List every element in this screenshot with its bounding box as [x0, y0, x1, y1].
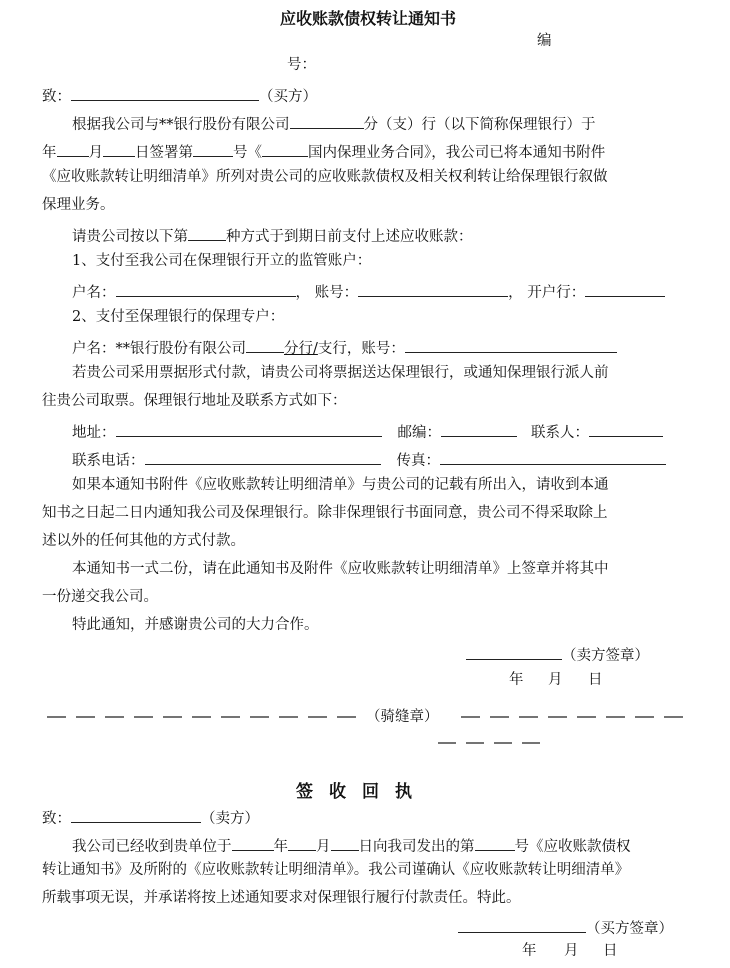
receipt-title: 签收回执	[296, 782, 428, 802]
para1-line3: 《应收账款转让明细清单》所列对贵公司的应收账款债权及相关权利转让给保理银行叙做	[42, 169, 608, 185]
para2-line: 请贵公司按以下第 种方式于到期日前支付上述应收账款：	[72, 226, 473, 245]
address-line: 地址： 邮编： 联系人：	[72, 422, 663, 441]
perforation-dashes	[0, 705, 730, 755]
contract-prefix-blank	[262, 142, 308, 157]
seller-signature-line: （卖方签章）	[466, 645, 649, 664]
to-label: 致：	[42, 89, 71, 105]
para1-line2: 年 月 日签署第 号《 国内保理业务合同》，我公司已将本通知书附件	[42, 142, 605, 161]
receipt-date-month: 月	[564, 943, 579, 959]
buyer-name-blank	[71, 86, 259, 101]
buyer-signature-blank	[458, 918, 586, 933]
seller-name-blank	[71, 808, 201, 823]
notice-to-line	[42, 86, 317, 105]
para4-line1: 如果本通知书附件《应收账款转让明细清单》与贵公司的记载有所出入，请收到本通	[72, 477, 609, 493]
para4-line3: 述以外的任何其他的方式付款。	[42, 533, 245, 549]
para5-line1: 本通知书一式二份，请在此通知书及附件《应收账款转让明细清单》上签章并将其中	[72, 561, 609, 577]
receipt-day-blank	[331, 836, 359, 851]
para4-line2: 知书之日起二日内通知我公司及保理银行。除非保理银行书面同意，贵公司不得采取除上	[42, 505, 608, 521]
para6: 特此通知，并感谢贵公司的大力合作。	[72, 617, 319, 633]
year-blank	[57, 142, 89, 157]
receipt-line1: 我公司已经收到贵单位于 年 月 日向我司发出的第 号《应收账款债权	[72, 836, 631, 855]
receipt-month-blank	[288, 836, 316, 851]
seal-label: （骑缝章）	[366, 709, 439, 725]
fax-blank	[440, 450, 666, 465]
receipt-date-day: 日	[603, 943, 618, 959]
buyer-signature-line: （买方签章）	[458, 918, 673, 937]
seller-signature-blank	[466, 645, 562, 660]
receipt-line3: 所载事项无误，并承诺将按上述通知要求对保理银行履行付款责任。特此。	[42, 890, 521, 906]
receipt-to-line: 致： （卖方）	[42, 808, 259, 827]
para1-line4: 保理业务。	[42, 197, 115, 213]
account-name-blank	[116, 282, 296, 297]
para5-line2: 一份递交我公司。	[42, 589, 158, 605]
special-account-blank	[405, 338, 617, 353]
notice-date-month: 月	[548, 672, 563, 688]
receipt-num-blank	[475, 836, 515, 851]
branch-blank	[290, 114, 364, 129]
account-no-blank	[358, 282, 508, 297]
method-blank	[188, 226, 226, 241]
way2-account-line: 户名：**银行股份有限公司 分行/支行，账号：	[72, 338, 617, 357]
notice-date-day: 日	[588, 672, 603, 688]
notice-date-year: 年	[509, 672, 524, 688]
address-blank	[116, 422, 382, 437]
notice-title: 应收账款债权转让通知书	[280, 9, 457, 28]
para3-line1: 若贵公司采用票据形式付款，请贵公司将票据送达保理银行，或通知保理银行派人前	[72, 365, 609, 381]
receipt-date-year: 年	[522, 943, 537, 959]
way2-title: 2、支付至保理银行的保理专户：	[72, 309, 285, 325]
postcode-blank	[441, 422, 517, 437]
way1-account-line: 户名： ， 账号： ， 开户行：	[72, 282, 665, 301]
notice-number-label-2: 号：	[287, 57, 316, 73]
open-bank-blank	[585, 282, 665, 297]
month-blank	[103, 142, 135, 157]
receipt-line2: 转让通知书》及所附的《应收账款转让明细清单》。我公司谨确认《应收账款转让明细清单》	[42, 862, 630, 878]
para1-line1: 根据我公司与**银行股份有限公司 分（支）行（以下简称保理银行）于	[72, 114, 596, 133]
receipt-year-blank	[232, 836, 274, 851]
phone-line: 联系电话： 传真：	[72, 450, 666, 469]
phone-blank	[145, 450, 381, 465]
branch-city-blank	[246, 338, 284, 353]
contact-blank	[589, 422, 663, 437]
notice-number-label: 编	[537, 33, 552, 49]
para3-line2: 往贵公司取票。保理银行地址及联系方式如下：	[42, 393, 347, 409]
buyer-label: （买方）	[259, 89, 317, 105]
contract-num-blank	[193, 142, 233, 157]
way1-title: 1、支付至我公司在保理银行开立的监管账户：	[72, 253, 372, 269]
